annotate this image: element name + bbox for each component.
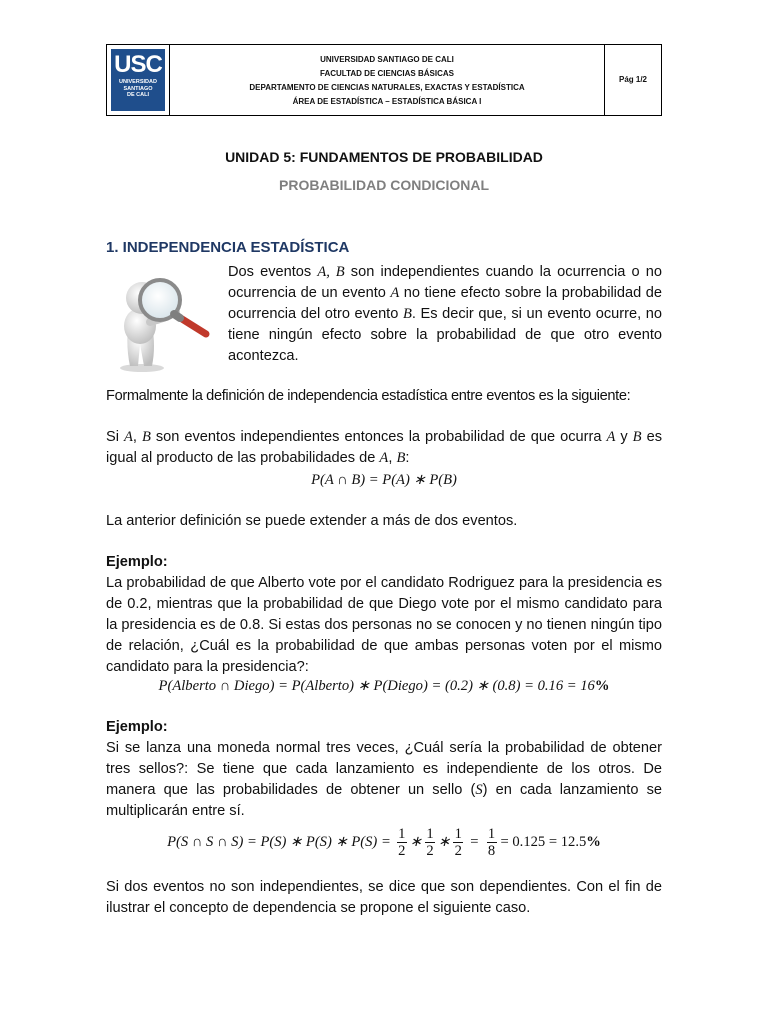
fraction-4-num: 1 (487, 825, 496, 842)
intro-var-ab: A, B (317, 264, 345, 280)
formula-2-body: P(Alberto ∩ Diego) = P(Alberto) ∗ P(Diego) = (0.2) ∗ (0.8) = 0.16 = 16 (158, 678, 595, 694)
fraction-1 (397, 826, 407, 859)
header-area: ÁREA DE ESTADÍSTICA – ESTADÍSTICA BÁSICA I (292, 97, 482, 106)
intro-text-1: Dos eventos (228, 264, 318, 280)
def-comma-1: , (132, 429, 142, 445)
intro-var-b: B (402, 306, 412, 322)
definition-paragraph (106, 427, 662, 469)
example-2-var-s: S (475, 782, 483, 798)
example-1-text: La probabilidad de que Alberto vote por el candidato Rodriguez para la presidencia es de 0.2, mientras que la probabilidad de que Diego vote por el mismo candidato para la presidencia es de 0.8. Si estas dos personas no se conocen y no tienen ningún tipo de relación, ¿Cuál es la probabilidad de que ambas personas voten por el mismo candidato para la presidencia?: (106, 575, 662, 675)
magnifier-figure-icon (114, 268, 214, 374)
mult-2: ∗ (438, 834, 451, 850)
header-text (169, 53, 605, 109)
fraction-3-num: 1 (454, 825, 462, 842)
fraction-2 (425, 826, 435, 859)
def-var-4: B (632, 429, 642, 445)
section-heading: 1. INDEPENDENCIA ESTADÍSTICA (106, 239, 350, 256)
def-text-1: Si (106, 429, 124, 445)
intro-text-3: no tiene efecto sobre la probabilidad de ocurrencia del otro evento (228, 285, 662, 322)
intro-var-a: A (390, 285, 400, 301)
logo-line-3: DE CALI (127, 92, 149, 98)
fraction-3-den: 2 (454, 842, 462, 859)
university-logo (111, 49, 165, 111)
intro-text-2: son independientes cuando la ocurrencia o no ocurrencia de un evento (228, 264, 662, 301)
example-2-text-1: Si se lanza una moneda normal tres veces, ¿Cuál sería la probabilidad de obtener tres sellos?: Se tiene que cada lanzamiento es independiente de los otros. De manera que las probabilidades de obtener un sello ( (106, 740, 662, 798)
formula-example-2 (106, 822, 662, 862)
def-text-4: es igual al producto de las probabilidades de (106, 429, 662, 466)
intro-paragraph (228, 262, 662, 367)
page-title: UNIDAD 5: FUNDAMENTOS DE PROBABILIDAD (225, 149, 543, 165)
page-subtitle: PROBABILIDAD CONDICIONAL (279, 177, 489, 193)
logo-abbr: USC (114, 51, 162, 78)
fraction-2-den: 2 (426, 842, 434, 859)
def-var-5: A (379, 450, 389, 466)
def-var-6: B (396, 450, 406, 466)
fraction-2-num: 1 (426, 825, 434, 842)
example-1-label: Ejemplo: (106, 554, 168, 570)
example-2-text (106, 738, 662, 822)
formula-example-1 (106, 677, 662, 695)
closing-paragraph: Si dos eventos no son independientes, se dice que son dependientes. Con el fin de ilustrar el concepto de dependencia se propone el siguiente caso. (106, 879, 662, 916)
logo-line-2: SANTIAGO (123, 85, 153, 92)
def-text-5: : (405, 450, 410, 466)
formula-independence: P(A ∩ B) = P(A) ∗ P(B) (311, 472, 457, 488)
header-university: UNIVERSIDAD SANTIAGO DE CALI (320, 55, 454, 64)
formula-3-percent: % (586, 833, 601, 850)
formula-3-right: = 0.125 = 12.5 (500, 833, 587, 850)
formula-3-left: P(S ∩ S ∩ S) = P(S) ∗ P(S) ∗ P(S) = (167, 834, 391, 850)
document-header (106, 44, 662, 116)
example-2-text-2: ) en cada lanzamiento se multiplicarán entre sí. (106, 782, 662, 819)
logo-line-1: UNIVERSIDAD (119, 79, 157, 85)
def-text-3: y (615, 429, 633, 445)
extend-sentence: La anterior definición se puede extender a más de dos eventos. (106, 513, 518, 529)
def-comma-2: , (388, 450, 397, 466)
mult-1: ∗ (409, 834, 423, 850)
formula-2-percent: % (594, 678, 610, 694)
example-2-label: Ejemplo: (106, 719, 168, 735)
formal-definition-line: Formalmente la definición de independencia estadística entre eventos es la siguiente: (106, 388, 631, 404)
fraction-1-num: 1 (398, 825, 406, 842)
def-var-2: B (141, 429, 151, 445)
logo-cell (107, 45, 170, 115)
intro-text-4: . Es decir que, si un evento ocurre, no tiene ningún efecto sobre la probabilidad de que otro evento acontezca. (228, 306, 662, 364)
fraction-4-den: 8 (487, 842, 496, 859)
header-department: DEPARTAMENTO DE CIENCIAS NATURALES, EXACTAS Y ESTADÍSTICA (249, 83, 525, 92)
equals-sign: = (470, 833, 479, 850)
fraction-4 (487, 826, 497, 859)
fraction-3 (453, 826, 463, 859)
page-number: Pág 1/2 (618, 75, 647, 84)
def-text-2: son eventos independientes entonces la probabilidad de que ocurra (150, 429, 607, 445)
header-faculty: FACULTAD DE CIENCIAS BÁSICAS (320, 69, 454, 78)
def-var-1: A (123, 429, 133, 445)
fraction-1-den: 2 (398, 842, 406, 859)
def-var-3: A (606, 429, 616, 445)
